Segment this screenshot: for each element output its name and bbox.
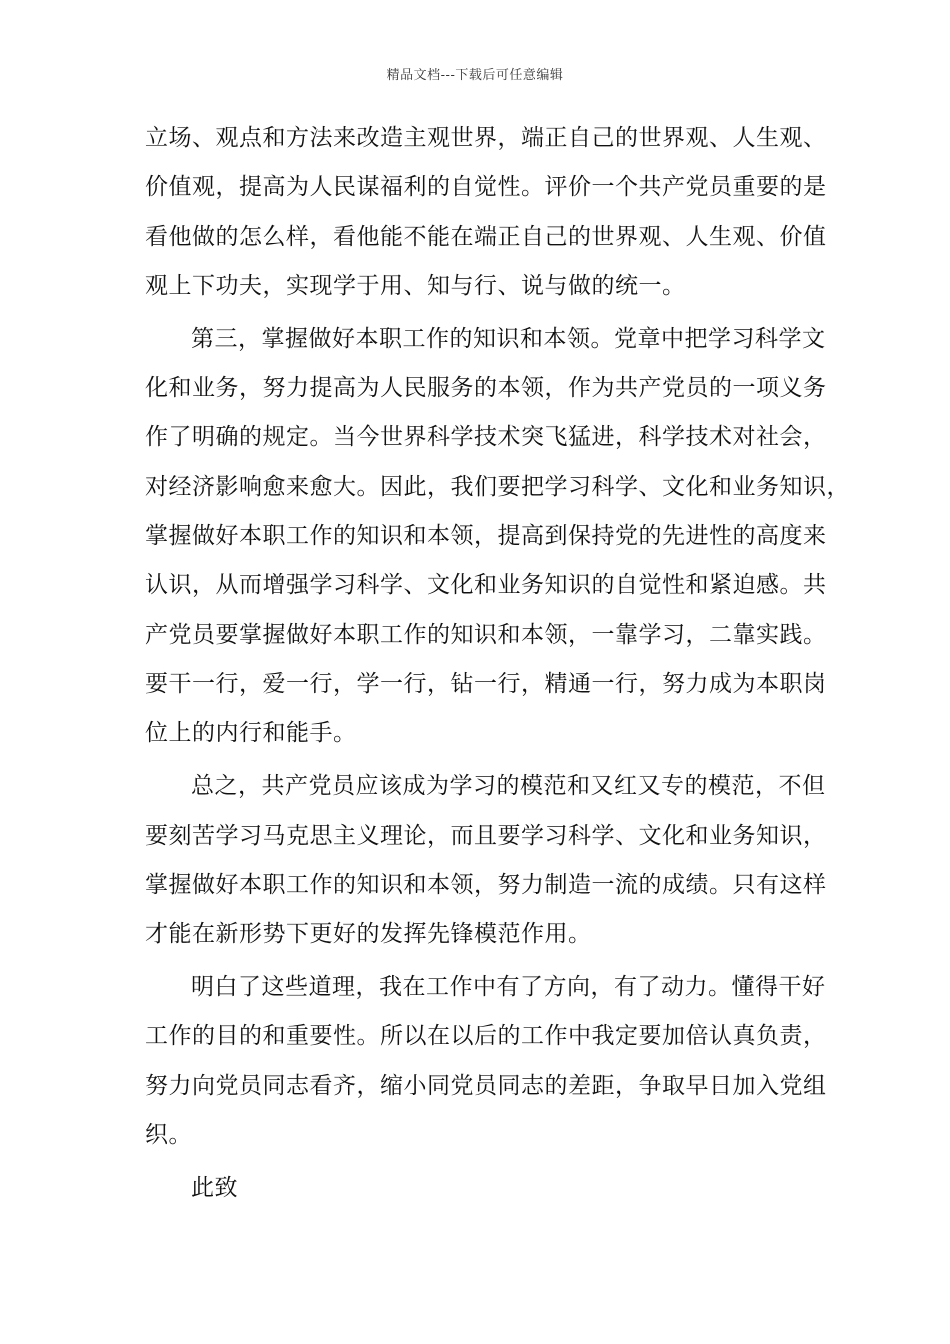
body-line: 努力向党员同志看齐，缩小同党员同志的差距，争取早日加入党组 xyxy=(145,1072,827,1099)
body-line: 位上的内行和能手。 xyxy=(145,720,357,747)
body-line: 看他做的怎么样，看他能不能在端正自己的世界观、人生观、价值 xyxy=(145,223,827,250)
body-line: 明白了这些道理，我在工作中有了方向，有了动力。懂得干好 xyxy=(191,974,826,1001)
body-line: 作了明确的规定。当今世界科学技术突飞猛进，科学技术对社会， xyxy=(145,424,827,451)
body-line: 化和业务，努力提高为人民服务的本领，作为共产党员的一项义务 xyxy=(145,375,827,402)
body-line: 对经济影响愈来愈大。因此，我们要把学习科学、文化和业务知识， xyxy=(145,473,850,500)
body-line: 织。 xyxy=(145,1122,192,1149)
body-line: 要干一行，爱一行，学一行，钻一行，精通一行，努力成为本职岗 xyxy=(145,670,827,697)
body-line: 才能在新形势下更好的发挥先锋模范作用。 xyxy=(145,921,592,948)
document-body xyxy=(145,125,850,1226)
body-line: 工作的目的和重要性。所以在以后的工作中我定要加倍认真负责， xyxy=(145,1023,827,1050)
body-line: 第三，掌握做好本职工作的知识和本领。党章中把学习科学文 xyxy=(191,325,826,352)
page-header: 精品文档---下载后可任意编辑 xyxy=(386,68,564,83)
body-line: 要刻苦学习马克思主义理论，而且要学习科学、文化和业务知识， xyxy=(145,822,827,849)
body-line: 总之，共产党员应该成为学习的模范和又红又专的模范，不但 xyxy=(191,773,826,800)
body-line: 产党员要掌握做好本职工作的知识和本领，一靠学习，二靠实践。 xyxy=(145,621,827,648)
body-line: 掌握做好本职工作的知识和本领，提高到保持党的先进性的高度来 xyxy=(145,523,827,550)
body-line: 观上下功夫，实现学于用、知与行、说与做的统一。 xyxy=(145,272,686,299)
body-line: 立场、观点和方法来改造主观世界，端正自己的世界观、人生观、 xyxy=(145,125,827,151)
body-line: 价值观，提高为人民谋福利的自觉性。评价一个共产党员重要的是 xyxy=(145,174,827,201)
body-line: 认识，从而增强学习科学、文化和业务知识的自觉性和紧迫感。共 xyxy=(145,572,827,599)
closing-salutation: 此致 xyxy=(191,1175,238,1202)
body-line: 掌握做好本职工作的知识和本领，努力制造一流的成绩。只有这样 xyxy=(145,871,827,898)
